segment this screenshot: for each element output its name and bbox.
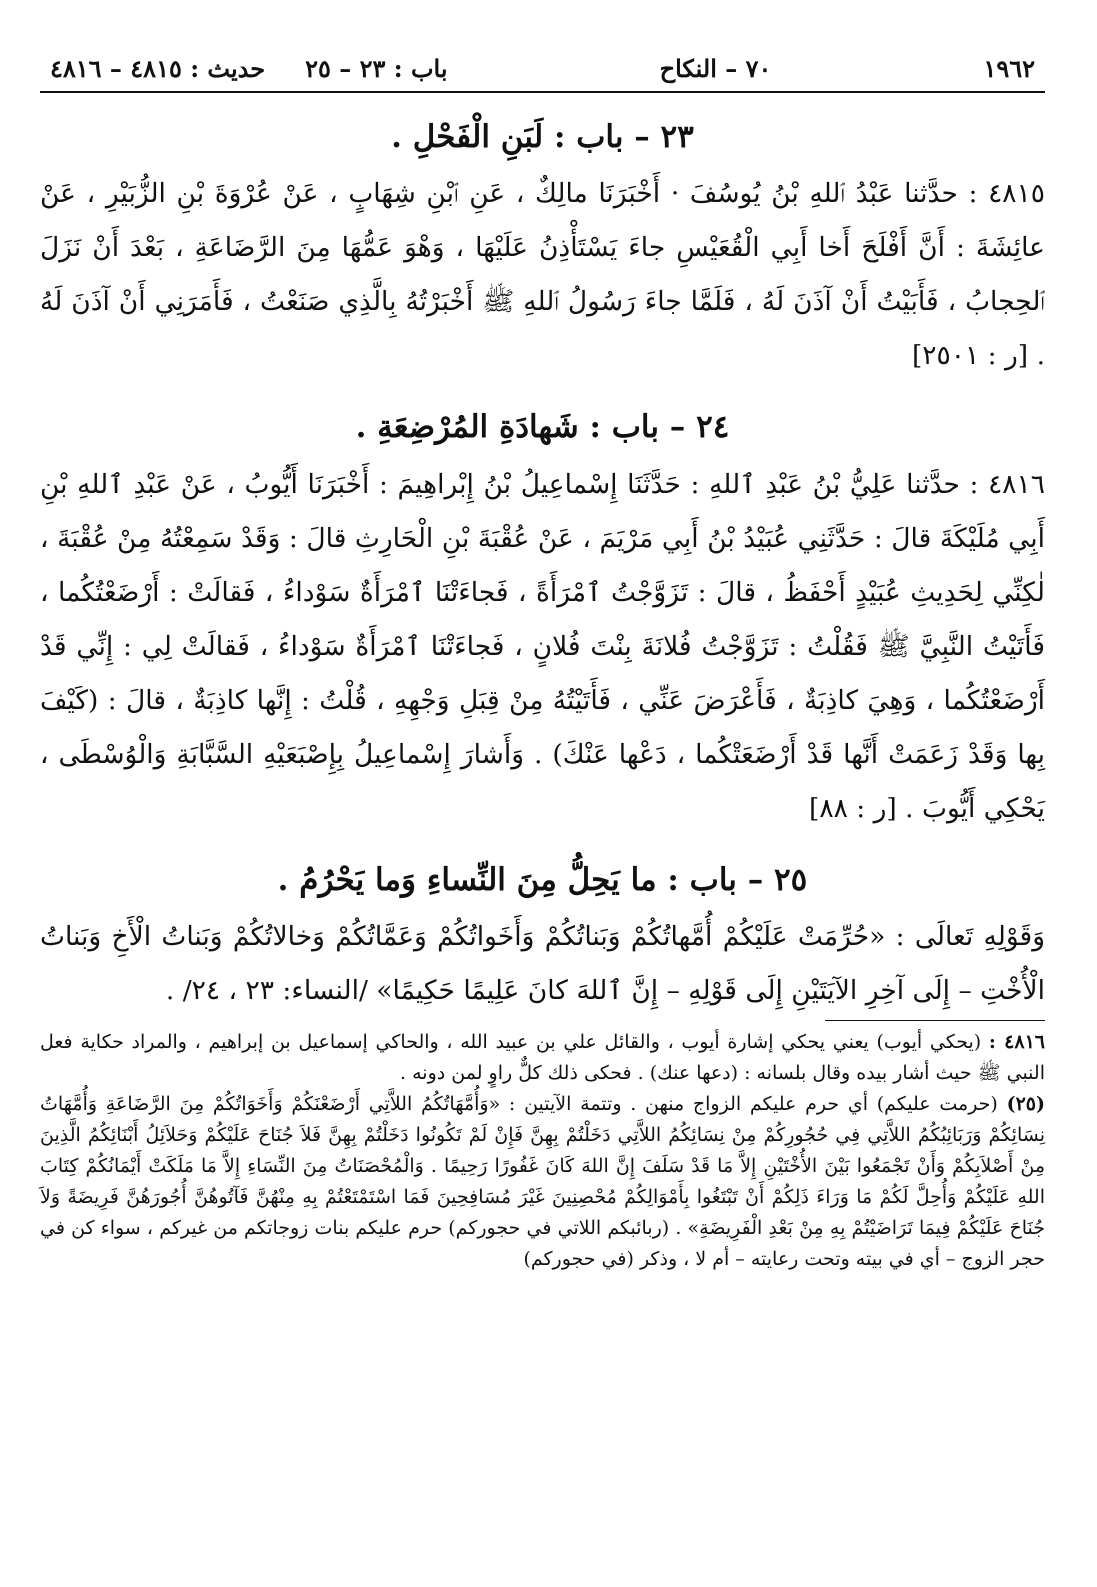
running-header bbox=[40, 50, 1045, 93]
hadith-range: حديث : ٤٨١٥ – ٤٨١٦ bbox=[50, 54, 266, 83]
hadith-4815: ٤٨١٥ : حدَّثنا عَبْدُ ٱللهِ بْنُ يُوسُفَ · أَخْبَرَنَا مالِكٌ ، عَنِ ٱبْنِ شِهَابٍ ، عَنْ عُرْوَةَ بْنِ الزُّبَيْرِ ، عَنْ عائِشَةَ : أَنَّ أَفْلَحَ أَخا أَبِي الْقُعَيْسِ جاءَ يَسْتَأْذِنُ عَلَيْهَا ، وَهْوَ عَمُّهَا مِنَ الرَّضَاعَةِ ، بَعْدَ أَنْ نَزَلَ ٱلحِجابُ ، فَأَبَيْتُ أَنْ آذَنَ لَهُ ، فَلَمَّا جاءَ رَسُولُ ٱللهِ ﷺ أَخْبَرْتُهُ بِالَّذِي صَنَعْتُ ، فَأَمَرَنِي أَنْ آذَنَ لَهُ . [ر : ٢٥٠١] bbox=[40, 178, 1045, 372]
verse-quote: وَقَوْلِهِ تَعالَى : «حُرِّمَتْ عَلَيْكُمْ أُمَّهاتُكُمْ وَبَناتُكُمْ وَأَخَواتُكُمْ وَعَمَّاتُكُمْ وَخالاتُكُمْ وَبَناتُ الْأَخِ وَبَناتُ الْأُخْتِ – إِلَى آخِرِ الآيَتَيْنِ إِلَى قَوْلِهِ – إِنَّ ٱللهَ كانَ عَلِيمًا حَكِيمًا» /النساء: ٢٣ ، ٢٤/ . bbox=[40, 920, 1045, 1006]
footnote-number: (٢٥) bbox=[1006, 1092, 1045, 1115]
footnote-25 bbox=[40, 1089, 1045, 1275]
main-text bbox=[40, 117, 1045, 1018]
footnote-number: ٤٨١٦ : bbox=[988, 1030, 1045, 1053]
footnote-4816 bbox=[40, 1027, 1045, 1089]
hadith-4816: ٤٨١٦ : حدَّثنا عَلِيُّ بْنُ عَبْدِ ٱللهِ : حَدَّثَنَا إِسْماعِيلُ بْنُ إِبْراهِيمَ : أَخْبَرَنَا أَيُّوبُ ، عَنْ عَبْدِ ٱللهِ بْنِ أَبِي مُلَيْكَةَ قالَ : حَدَّثَنِي عُبَيْدُ بْنُ أَبِي مَرْيَمَ ، عَنْ عُقْبَةَ بْنِ الْحَارِثِ قالَ : وَقَدْ سَمِعْتُهُ مِنْ عُقْبَةَ ، لٰكِنِّي لِحَدِيثِ عُبَيْدٍ أَحْفَظُ ، قالَ : تَزَوَّجْتُ ٱمْرَأَةً ، فَجاءَتْنَا ٱمْرَأَةٌ سَوْداءُ ، فَقالَتْ : أَرْضَعْتُكُما ، فَأَتَيْتُ النَّبِيَّ ﷺ فَقُلْتُ : تَزَوَّجْتُ فُلانَةَ بِنْتَ فُلانٍ ، فَجاءَتْنَا ٱمْرَأَةٌ سَوْداءُ ، فَقالَتْ لِي : إِنِّي قَدْ أَرْضَعْتُكُما ، وَهِيَ كاذِبَةٌ ، فَأَعْرَضَ عَنِّي ، فَأَتَيْتُهُ مِنْ قِبَلِ وَجْهِهِ ، قُلْتُ : إِنَّها كاذِبَةٌ ، قالَ : (كَيْفَ بِها وَقَدْ زَعَمَتْ أَنَّها قَدْ أَرْضَعَتْكُما ، دَعْها عَنْكَ) . وَأَشارَ إِسْماعِيلُ بِإِصْبَعَيْهِ السَّبَّابَةِ وَالْوُسْطَى ، يَحْكِي أَيُّوبَ . [ر : ٨٨] bbox=[40, 468, 1045, 824]
page-number: ١٩٦٢ bbox=[983, 54, 1035, 83]
footnote-text: (يحكي أيوب) يعني يحكي إشارة أيوب ، والقائل علي بن عبيد الله ، والحاكي إسماعيل بن إبراهيم ، والمراد حكاية فعل النبي ﷺ حيث أشار بيده وقال بلسانه : (دعها عنك) . فحكى ذلك كلٌّ راوٍ لمن دونه . bbox=[40, 1030, 1045, 1084]
page bbox=[40, 50, 1045, 1275]
book-title: ٧٠ – النكاح bbox=[659, 54, 772, 83]
footnote-divider bbox=[825, 1020, 1045, 1021]
footnote-text: (حرمت عليكم) أي حرم عليكم الزواج منهن . وتتمة الآيتين : «وَأُمَّهَاتُكُمُ اللاَّتِي أَرْضَعْنَكُمْ وَأَخَوَاتُكُمْ مِنَ الرَّضَاعَةِ وَأُمَّهَاتُ نِسَائِكُمْ وَرَبَائِبُكُمُ اللاَّتِي فِي حُجُورِكُمْ مِنْ نِسَائِكُمُ اللاَّتِي دَخَلْتُمْ بِهِنَّ فَإِنْ لَمْ تَكُونُوا دَخَلْتُمْ بِهِنَّ فَلاَ جُنَاحَ عَلَيْكُمْ وَحَلاَئِلُ أَبْنَائِكُمُ الَّذِينَ مِنْ أَصْلاَبِكُمْ وَأَنْ تَجْمَعُوا بَيْنَ الأُخْتَيْنِ إِلاَّ مَا قَدْ سَلَفَ إِنَّ اللهَ كَانَ غَفُورًا رَحِيمًا . وَالْمُحْصَنَاتُ مِنَ النِّسَاءِ إِلاَّ مَا مَلَكَتْ أَيْمَانُكُمْ كِتَابَ اللهِ عَلَيْكُمْ وَأُحِلَّ لَكُمْ مَا وَرَاءَ ذَلِكُمْ أَنْ تَبْتَغُوا بِأَمْوَالِكُمْ مُحْصِنِينَ غَيْرَ مُسَافِحِينَ فَمَا اسْتَمْتَعْتُمْ بِهِ مِنْهُنَّ فَآتُوهُنَّ أُجُورَهُنَّ فَرِيضَةً وَلاَ جُنَاحَ عَلَيْكُمْ فِيمَا تَرَاضَيْتُمْ بِهِ مِنْ بَعْدِ الْفَرِيضَةِ» . (ربائبكم اللاتي في حجوركم) حرم عليكم بنات زوجاتكم من غيركم ، سواء كن في حجر الزوج – أي في بيته وتحت رعايته – أم لا ، وذكر (في حجوركم) bbox=[40, 1092, 1045, 1270]
chapter-heading-24: ٢٤ – باب : شَهادَةِ المُرْضِعَةِ . bbox=[355, 409, 730, 446]
range-info bbox=[50, 54, 448, 83]
chapter-heading-23: ٢٣ – باب : لَبَنِ الْفَحْلِ . bbox=[391, 119, 694, 155]
bab-range: باب : ٢٣ – ٢٥ bbox=[305, 54, 448, 83]
footnotes bbox=[40, 1027, 1045, 1275]
chapter-heading-25: ٢٥ – باب : ما يَحِلُّ مِنَ النِّساءِ وَما يَحْرُمُ . bbox=[277, 861, 808, 898]
